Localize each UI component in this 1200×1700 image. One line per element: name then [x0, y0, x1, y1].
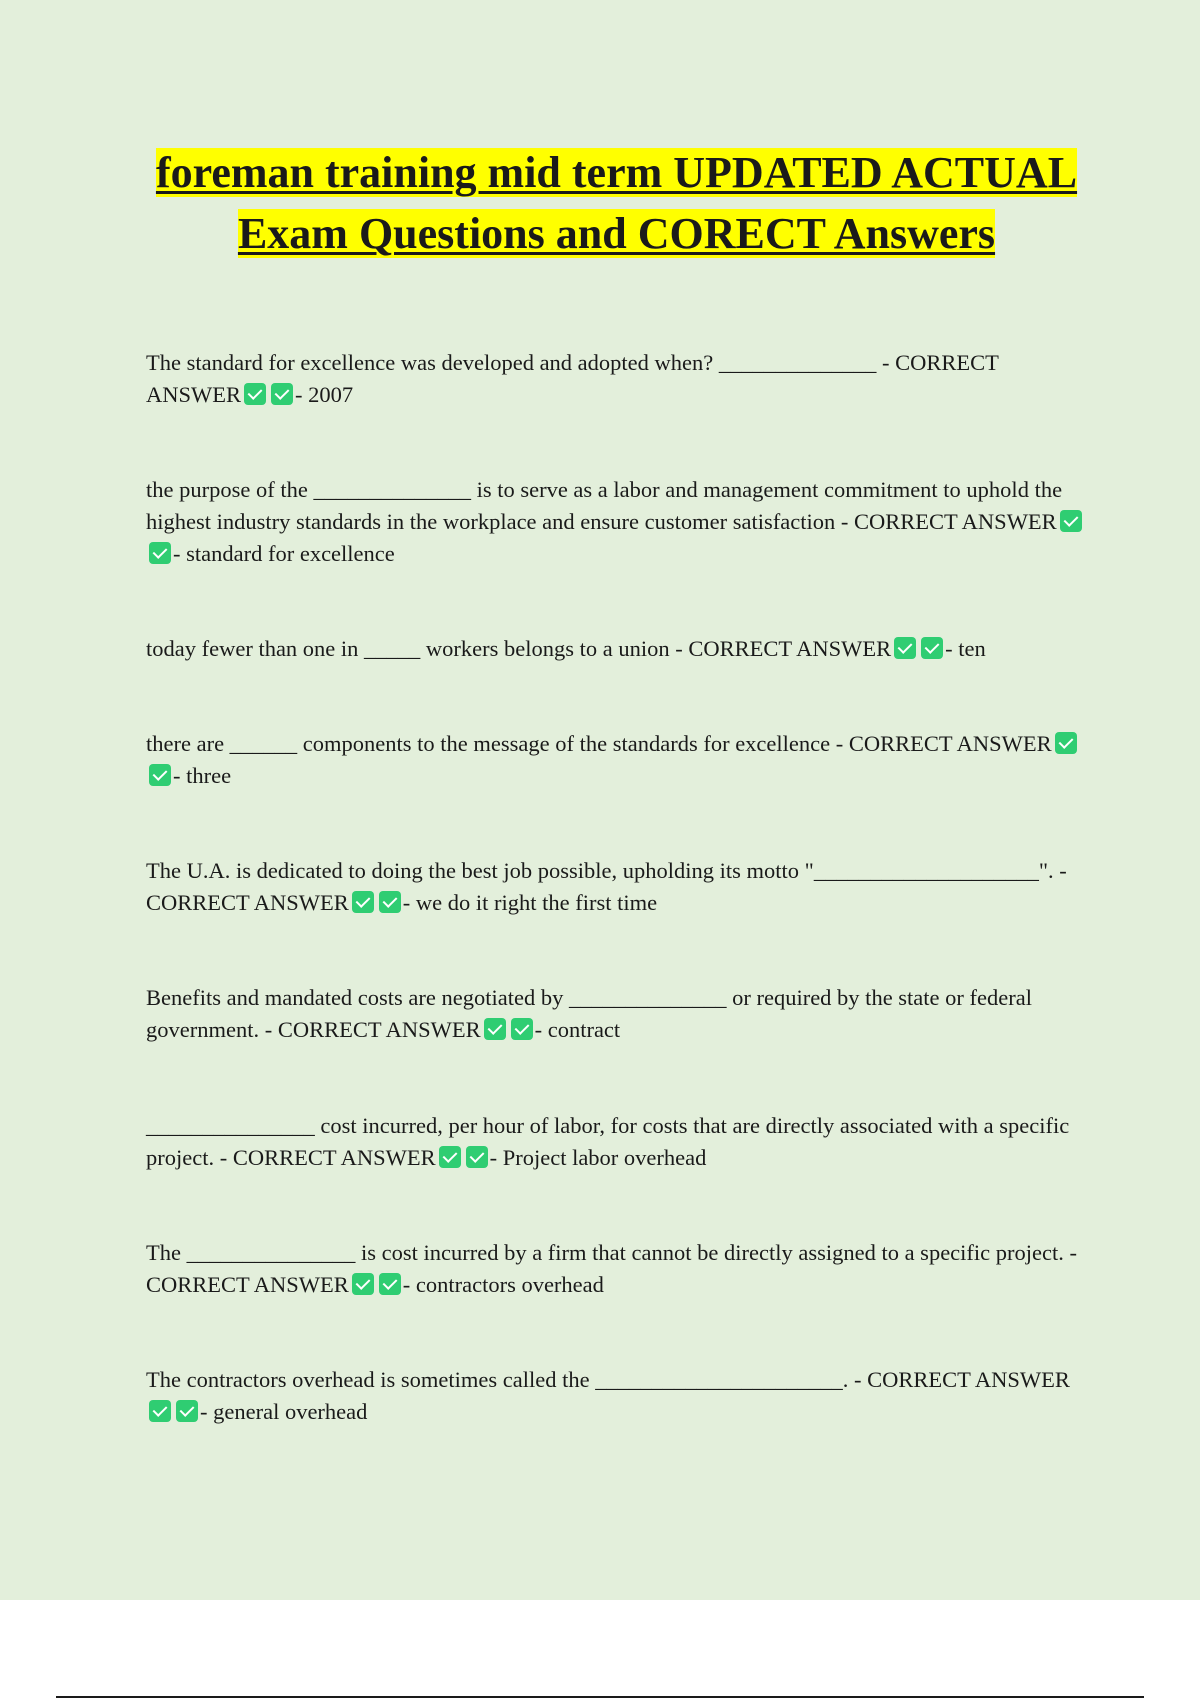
- correct-answer-marker: CORRECT ANSWER: [232, 1145, 436, 1170]
- check-mark-button-icon: [271, 383, 293, 405]
- qa-item-7: [146, 1110, 1091, 1174]
- correct-answer-marker: CORRECT ANSWER: [146, 1272, 349, 1297]
- question-text: The standard for excellence was developed and adopted when? ______________ -: [146, 350, 890, 375]
- check-mark-button-icon: [176, 1400, 198, 1422]
- correct-answer-marker: CORRECT ANSWER: [277, 1017, 481, 1042]
- correct-answer-marker: CORRECT ANSWER: [146, 890, 349, 915]
- answer-text: - general overhead: [200, 1399, 368, 1424]
- check-mark-button-icon: [149, 1400, 171, 1422]
- question-text: Benefits and mandated costs are negotiated by ______________ or required by the state or federal government. -: [146, 985, 1032, 1042]
- answer-text: - contract: [534, 1017, 621, 1042]
- qa-item-4: [146, 728, 1091, 792]
- check-mark-button-icon: [1060, 510, 1082, 532]
- question-text: The U.A. is dedicated to doing the best job possible, upholding its motto "____________________". -: [146, 858, 1067, 883]
- check-mark-button-icon: [511, 1018, 533, 1040]
- qa-item-5: [146, 855, 1091, 919]
- question-text: today fewer than one in _____ workers belongs to a union -: [146, 636, 683, 661]
- qa-item-2: [146, 474, 1091, 570]
- question-text: there are ______ components to the message of the standards for excellence -: [146, 731, 844, 756]
- document-title-text: foreman training mid term UPDATED ACTUAL Exam Questions and CORECT Answers: [155, 148, 1078, 258]
- check-mark-button-icon: [149, 764, 171, 786]
- document-title: [120, 142, 1113, 264]
- question-text: _______________ cost incurred, per hour of labor, for costs that are directly associated with a specific project. -: [146, 1113, 1070, 1170]
- check-mark-button-icon: [439, 1146, 461, 1168]
- answer-text: - ten: [945, 636, 986, 661]
- check-mark-button-icon: [379, 1273, 401, 1295]
- check-mark-button-icon: [484, 1018, 506, 1040]
- correct-answer-marker: CORRECT ANSWER: [853, 509, 1057, 534]
- check-mark-button-icon: [921, 637, 943, 659]
- answer-text: - contractors overhead: [402, 1272, 604, 1297]
- correct-answer-marker: CORRECT ANSWER: [848, 731, 1052, 756]
- check-mark-button-icon: [466, 1146, 488, 1168]
- qa-item-6: [146, 982, 1091, 1046]
- qa-item-1: [146, 347, 1091, 411]
- check-mark-button-icon: [1055, 732, 1077, 754]
- question-text: the purpose of the ______________ is to serve as a labor and management commitment to uphold the highest industry standards in the workplace and ensure customer satisfaction -: [146, 477, 1063, 534]
- answer-text: - Project labor overhead: [489, 1145, 707, 1170]
- check-mark-button-icon: [244, 383, 266, 405]
- correct-answer-marker: CORRECT ANSWER: [867, 1367, 1070, 1392]
- answer-text: - 2007: [295, 382, 354, 407]
- question-text: The _______________ is cost incurred by a firm that cannot be directly assigned to a specific project. -: [146, 1240, 1077, 1265]
- check-mark-button-icon: [894, 637, 916, 659]
- qa-item-8: [146, 1237, 1091, 1301]
- check-mark-button-icon: [352, 891, 374, 913]
- answer-text: - we do it right the first time: [402, 890, 658, 915]
- qa-item-3: [146, 633, 1091, 665]
- check-mark-button-icon: [352, 1273, 374, 1295]
- footer-divider: [56, 1696, 1144, 1698]
- correct-answer-marker: CORRECT ANSWER: [688, 636, 892, 661]
- correct-answer-marker: CORRECT ANSWER: [146, 350, 999, 407]
- check-mark-button-icon: [149, 542, 171, 564]
- question-text: The contractors overhead is sometimes called the ______________________. -: [146, 1367, 862, 1392]
- answer-text: - standard for excellence: [173, 541, 395, 566]
- check-mark-button-icon: [379, 891, 401, 913]
- answer-text: - three: [173, 763, 232, 788]
- qa-item-9: [146, 1364, 1091, 1428]
